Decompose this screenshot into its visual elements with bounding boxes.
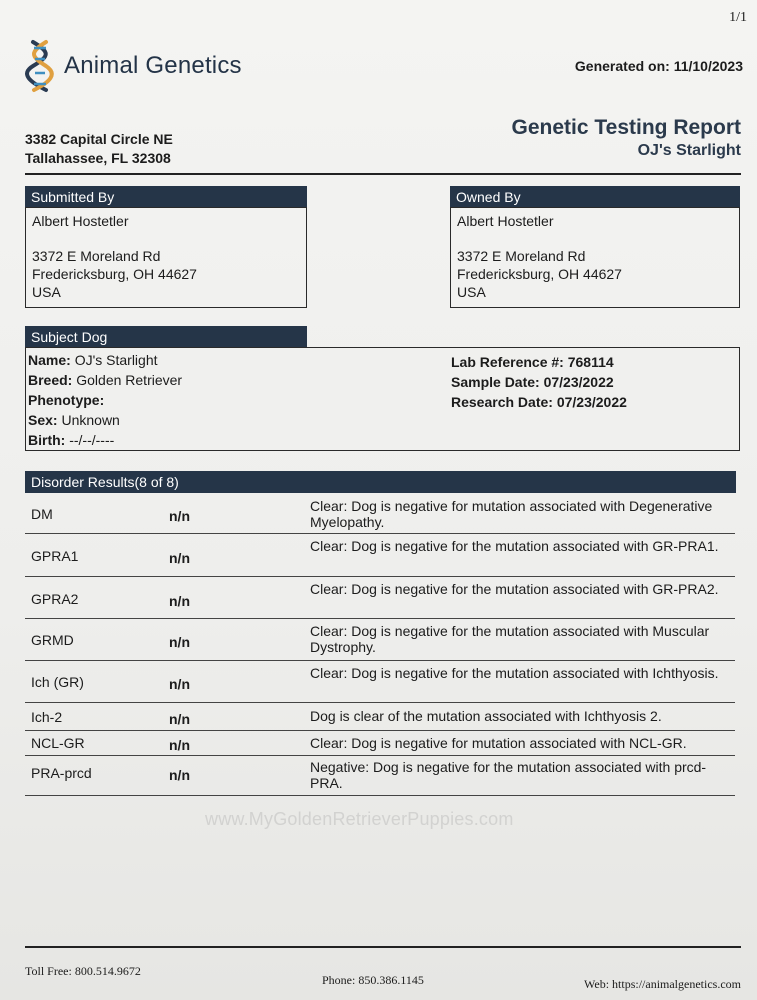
- report-title-block: [512, 116, 741, 160]
- phenotype-label: Phenotype:: [28, 392, 105, 408]
- disorder-genotype: n/n: [169, 550, 190, 566]
- disorder-name: GPRA1: [31, 548, 79, 564]
- disorder-row: [25, 756, 735, 796]
- disorder-genotype: n/n: [169, 593, 190, 609]
- owned-by-city: Fredericksburg, OH 44627: [457, 266, 622, 282]
- sample-date-value: 07/23/2022: [543, 374, 614, 390]
- disorder-results-table: [25, 495, 735, 796]
- disorder-result: Clear: Dog is negative for the mutation associated with Ichthyosis.: [310, 665, 719, 681]
- owned-by-box: [450, 207, 740, 308]
- header-divider: [25, 173, 741, 175]
- lab-ref-value: 768114: [567, 354, 614, 370]
- report-dog-name: OJ's Starlight: [637, 142, 741, 159]
- disorder-genotype: n/n: [169, 737, 190, 753]
- disorder-row: [25, 619, 735, 661]
- disorder-results-header: Disorder Results(8 of 8): [25, 471, 736, 493]
- disorder-genotype: n/n: [169, 508, 190, 524]
- sample-date-label: Sample Date:: [451, 374, 540, 390]
- disorder-name: Ich (GR): [31, 674, 84, 690]
- disorder-name: GPRA2: [31, 591, 79, 607]
- disorder-result: Clear: Dog is negative for the mutation associated with GR-PRA1.: [310, 538, 719, 554]
- disorder-result: Dog is clear of the mutation associated with Ichthyosis 2.: [310, 708, 662, 724]
- sex-label: Sex:: [28, 412, 58, 428]
- owned-by-country: USA: [457, 284, 486, 300]
- dog-sex: Unknown: [61, 412, 120, 428]
- disorder-result: Clear: Dog is negative for mutation associated with NCL-GR.: [310, 735, 687, 751]
- generated-date: Generated on: 11/10/2023: [574, 58, 743, 74]
- dog-name: OJ's Starlight: [74, 352, 158, 368]
- disorder-genotype: n/n: [169, 767, 190, 783]
- disorder-genotype: n/n: [169, 676, 190, 692]
- disorder-name: GRMD: [31, 632, 74, 648]
- owned-by-name: Albert Hostetler: [457, 213, 554, 229]
- submitted-by-header: Submitted By: [25, 186, 307, 208]
- footer-divider: [25, 946, 741, 948]
- research-date-label: Research Date:: [451, 394, 553, 410]
- dog-breed: Golden Retriever: [76, 372, 183, 388]
- subject-dog-details: [28, 350, 182, 450]
- footer-phone: Phone: 850.386.1145: [322, 973, 424, 987]
- disorder-result: Clear: Dog is negative for mutation associated with Degenerative Myelopathy.: [310, 498, 713, 530]
- sample-details: [451, 352, 627, 412]
- name-label: Name:: [28, 352, 71, 368]
- brand-logo: [24, 38, 242, 94]
- owned-by-header: Owned By: [450, 186, 740, 208]
- footer-toll-free: Toll Free: 800.514.9672: [25, 964, 141, 978]
- disorder-genotype: n/n: [169, 634, 190, 650]
- breed-label: Breed:: [28, 372, 73, 388]
- watermark-text: www.MyGoldenRetrieverPuppies.com: [205, 809, 514, 829]
- submitted-by-city: Fredericksburg, OH 44627: [32, 266, 197, 282]
- disorder-result: Clear: Dog is negative for the mutation associated with GR-PRA2.: [310, 581, 719, 597]
- lab-address-line2: Tallahassee, FL 32308: [25, 150, 171, 166]
- lab-address-line1: 3382 Capital Circle NE: [25, 131, 173, 147]
- dna-helix-icon: [24, 38, 56, 94]
- submitted-by-country: USA: [32, 284, 61, 300]
- owned-by-street: 3372 E Moreland Rd: [457, 248, 586, 264]
- disorder-row: [25, 534, 735, 577]
- submitted-by-street: 3372 E Moreland Rd: [32, 248, 161, 264]
- submitted-by-box: [25, 207, 307, 308]
- disorder-result: Negative: Dog is negative for the mutation associated with prcd-PRA.: [310, 759, 707, 791]
- subject-dog-header: Subject Dog: [25, 326, 307, 348]
- research-date-value: 07/23/2022: [556, 394, 627, 410]
- dog-birth: --/--/----: [69, 432, 115, 448]
- disorder-row: [25, 703, 735, 731]
- lab-ref-label: Lab Reference #:: [451, 354, 564, 370]
- disorder-name: PRA-prcd: [31, 765, 92, 781]
- report-title: Genetic Testing Report: [511, 116, 741, 139]
- footer-web[interactable]: Web: https://animalgenetics.com: [584, 977, 741, 991]
- disorder-row: [25, 661, 735, 703]
- disorder-row: [25, 495, 735, 534]
- submitted-by-name: Albert Hostetler: [32, 213, 129, 229]
- disorder-row: [25, 731, 735, 756]
- brand-name: Animal Genetics: [64, 52, 242, 79]
- lab-address: [25, 130, 173, 168]
- disorder-row: [25, 577, 735, 619]
- page-number: 1/1: [729, 10, 747, 25]
- disorder-name: NCL-GR: [31, 735, 85, 751]
- disorder-genotype: n/n: [169, 711, 190, 727]
- disorder-name: Ich-2: [31, 709, 63, 725]
- disorder-result: Clear: Dog is negative for the mutation associated with Muscular Dystrophy.: [310, 623, 710, 655]
- birth-label: Birth:: [28, 432, 66, 448]
- disorder-name: DM: [31, 506, 53, 522]
